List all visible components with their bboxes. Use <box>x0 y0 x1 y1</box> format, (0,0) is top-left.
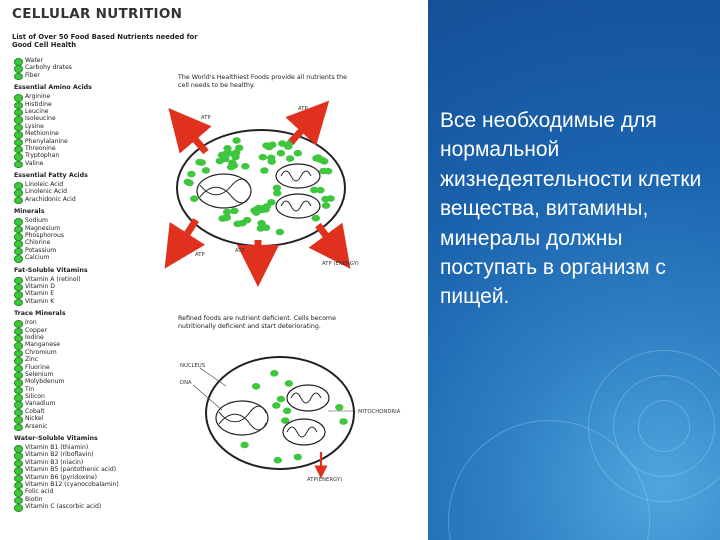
nutrient-name: Fiber <box>25 71 40 79</box>
nutrient-name: Vitamin B1 (thiamin) <box>25 444 89 452</box>
atp-label-3: ATP <box>195 252 205 258</box>
atp-label-2: ATP <box>298 106 308 112</box>
nutrient-name: Vanadium <box>25 400 56 408</box>
nutrient-dot <box>335 404 343 411</box>
healthy-cell <box>176 106 359 267</box>
nutrient-name: Magnesium <box>25 224 61 232</box>
nutrient-dot <box>276 229 284 236</box>
nutrient-dot <box>232 137 240 144</box>
nutrient-name: Iron <box>25 319 37 327</box>
nutrient-name: Carbohy drates <box>25 64 72 72</box>
nutrient-group-heading: Trace Minerals <box>14 310 66 318</box>
nutrient-group-heading: Water-Soluble Vitamins <box>14 435 98 443</box>
atp-label-1: ATP <box>201 115 211 121</box>
nutrient-dot <box>190 195 198 202</box>
nutrient-dot <box>240 442 248 449</box>
nutrient-name: Potassium <box>25 246 57 254</box>
nutrient-group-heading: Essential Amino Acids <box>14 84 92 92</box>
healthy-foods-note: The World's Healthiest Foods provide all nutrients the cell needs to be healthy. <box>178 74 347 89</box>
nutrient-dot <box>294 454 302 461</box>
nutrient-name: Histidine <box>25 100 52 108</box>
nutrient-name: Vitamin E <box>25 290 55 298</box>
nutrient-group-heading: Fat-Soluble Vitamins <box>14 266 88 274</box>
nutrient-name: Vitamin B3 (niacin) <box>25 458 84 466</box>
nutrient-dot <box>195 159 203 166</box>
nutrient-dot <box>218 215 226 222</box>
nutrient-dot <box>252 383 260 390</box>
nutrient-dot <box>312 215 320 222</box>
nutrient-name: Linoleic Acid <box>25 181 64 189</box>
nutrient-name: Zinc <box>25 356 39 364</box>
nutrient-dot <box>230 162 238 169</box>
nutrient-dot <box>278 140 286 147</box>
nutrient-name: Phenylalanine <box>25 137 68 145</box>
nutrient-dot <box>230 208 238 215</box>
nutrient-name: Leucine <box>25 107 49 115</box>
nutrient-name: Vitamin A (retinol) <box>25 275 81 283</box>
ripple-decoration <box>638 400 690 452</box>
nutrient-name: Methionine <box>25 130 59 138</box>
nutrient-dot <box>274 457 282 464</box>
nutrient-dot <box>261 205 269 212</box>
nutrient-name: Threonine <box>25 144 56 152</box>
refined-foods-note: Refined foods are nutrient deficient. Cells become nutritionally deficient and start deteriorating. <box>178 315 336 330</box>
nutrient-dot <box>283 408 291 415</box>
nutrient-name: Selenium <box>25 370 54 378</box>
nutrient-name: Vitamin B12 (cyanocobalamin) <box>25 480 119 488</box>
nutrient-name: Linolenic Acid <box>25 188 67 196</box>
nutrient-dot <box>257 220 265 227</box>
deficient-cell <box>180 357 401 483</box>
mitochondria-label: MITOCHONDRIA <box>358 409 401 415</box>
nutrient-name: Silicon <box>25 393 45 401</box>
nutrient-name: Arsenic <box>25 422 48 430</box>
nutrient-dot <box>233 221 241 228</box>
nutrient-name: Folic acid <box>25 488 54 496</box>
dna-label: DNA <box>180 380 192 386</box>
nucleus-label: NUCLEUS <box>180 363 206 369</box>
slide-body-text: Все необходимые для нормальной жизнедеятельности клетки вещества, витамины, минералы должны поступать в организм с пищей. <box>440 109 702 309</box>
nutrient-name: Biotin <box>25 495 43 503</box>
nutrient-dot <box>272 402 280 409</box>
nutrient-name: Vitamin D <box>25 282 55 290</box>
nutrient-name: Valine <box>25 159 44 167</box>
nutrient-name: Vitamin B2 (riboflavin) <box>25 451 94 459</box>
nutrient-name: Water <box>25 57 44 64</box>
nutrient-name: Vitamin B5 (pantothenic acid) <box>25 466 117 474</box>
nutrient-dot <box>286 155 294 162</box>
nutrient-dot <box>310 187 318 194</box>
nutrient-name: Arginine <box>25 93 51 101</box>
nutrient-dot <box>277 396 285 403</box>
nutrient-dot <box>270 370 278 377</box>
nutrient-name: Iodine <box>25 333 44 341</box>
atp-label-4: ATP <box>235 248 245 254</box>
nutrient-dot <box>185 180 193 187</box>
nutrient-name: Manganese <box>25 341 60 349</box>
nutrient-dot <box>267 155 275 162</box>
nutrient-name: Vitamin C (ascorbic acid) <box>25 503 102 511</box>
nutrient-dot <box>259 154 267 161</box>
nutrient-dot <box>322 202 330 209</box>
nutrient-dot <box>262 142 270 149</box>
figure-title: CELLULAR NUTRITION <box>12 6 183 22</box>
nutrient-name: Cobalt <box>25 407 45 415</box>
nutrient-dot <box>187 171 195 178</box>
nutrient-group-heading: Essential Fatty Acids <box>14 172 88 180</box>
nutrient-name: Tin <box>25 385 35 393</box>
nutrient-name: Copper <box>25 326 47 334</box>
nutrient-dot <box>221 156 229 163</box>
nutrient-dot <box>314 154 322 161</box>
nutrient-dot <box>223 145 231 152</box>
nutrient-name: Molybdenum <box>25 378 65 386</box>
atp-energy-label: ATP (ENERGY) <box>322 261 359 267</box>
nutrient-dot <box>285 380 293 387</box>
nutrient-name: Sodium <box>25 217 48 225</box>
nutrient-name: Chlorine <box>25 239 51 247</box>
nutrient-name: Nickel <box>25 415 44 423</box>
nutrient-dot <box>339 418 347 425</box>
healthy-nucleus <box>197 174 251 208</box>
nutrient-dot <box>260 167 268 174</box>
nutrient-group-heading: Minerals <box>14 208 45 216</box>
nutrient-name: Tryptophan <box>25 152 60 160</box>
nutrient-name: Phosphorous <box>25 232 65 240</box>
nutrient-name: Vitamin K <box>25 297 55 305</box>
deficient-nucleus <box>216 401 268 435</box>
nutrient-name: Fluorine <box>25 363 50 371</box>
nutrient-dot <box>241 163 249 170</box>
nutrient-dot <box>273 190 281 197</box>
nutrient-name: Isoleucine <box>25 115 56 123</box>
nutrient-dot <box>277 150 285 157</box>
nutrient-dot <box>202 167 210 174</box>
nutrient-dot <box>294 150 302 157</box>
text-panel <box>428 0 720 540</box>
nutrient-dot <box>326 195 334 202</box>
nutrient-name: Chromium <box>25 348 57 356</box>
nutrient-dot <box>324 168 332 175</box>
nutrient-name: Lysine <box>25 122 44 130</box>
atp-energy-deficient-label: ATP(ENERGY) <box>307 477 343 483</box>
figure-subtitle: List of Over 50 Food Based Nutrients needed for Good Cell Health <box>12 33 198 49</box>
nutrient-dot <box>243 217 251 224</box>
nutrient-name: Calcium <box>25 254 50 262</box>
nutrient-dot <box>223 209 231 216</box>
nutrient-name: Arachidonic Acid <box>25 195 76 203</box>
nutrient-name: Vitamin B6 (pyridoxine) <box>25 473 98 481</box>
